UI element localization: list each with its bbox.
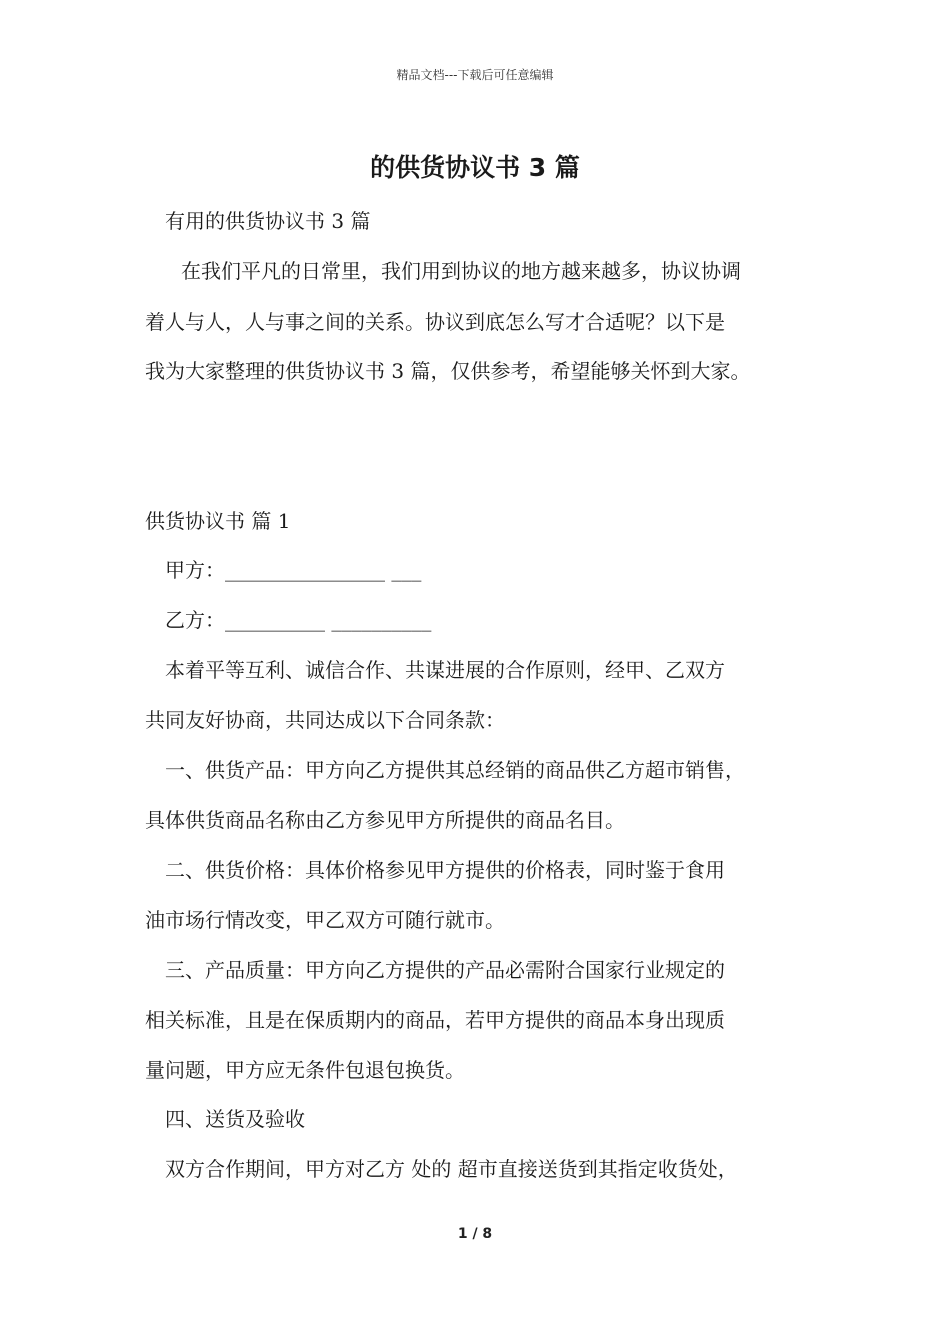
party-b-line: 乙方：__________ __________ [165,608,432,632]
body-line-1: 本着平等互利、诚信合作、共谋进展的合作原则，经甲、乙双方 [165,658,725,682]
body-line-2: 共同友好协商，共同达成以下合同条款： [145,708,505,732]
document-subtitle: 有用的供货协议书 3 篇 [165,209,371,233]
body-line-8: 相关标准，且是在保质期内的商品，若甲方提供的商品本身出现质 [145,1008,725,1032]
document-title: 的供货协议书 3 篇 [370,153,580,182]
body-line-5: 二、供货价格：具体价格参见甲方提供的价格表，同时鉴于食用 [165,858,725,882]
body-line-3: 一、供货产品：甲方向乙方提供其总经销的商品供乙方超市销售， [165,758,745,782]
body-line-6: 油市场行情改变，甲乙双方可随行就市。 [145,908,505,932]
page-number: 1 / 8 [457,1226,493,1242]
body-line-9: 量问题，甲方应无条件包退包换货。 [145,1058,465,1082]
intro-line-2: 着人与人，人与事之间的关系。协议到底怎么写才合适呢？以下是 [145,310,725,334]
intro-line-1: 在我们平凡的日常里，我们用到协议的地方越来越多，协议协调 [181,259,741,283]
body-line-10: 四、送货及验收 [165,1107,305,1131]
intro-line-3: 我为大家整理的供货协议书 3 篇，仅供参考，希望能够关怀到大家。 [145,359,751,383]
body-line-7: 三、产品质量：甲方向乙方提供的产品必需附合国家行业规定的 [165,958,725,982]
section-heading: 供货协议书 篇 1 [145,509,291,533]
party-a-line: 甲方：________________ ___ [165,558,422,582]
body-line-4: 具体供货商品名称由乙方参见甲方所提供的商品名目。 [145,808,625,832]
page-header: 精品文档---下载后可任意编辑 [396,68,554,82]
body-line-11: 双方合作期间，甲方对乙方 处的 超市直接送货到其指定收货处， [165,1157,738,1181]
